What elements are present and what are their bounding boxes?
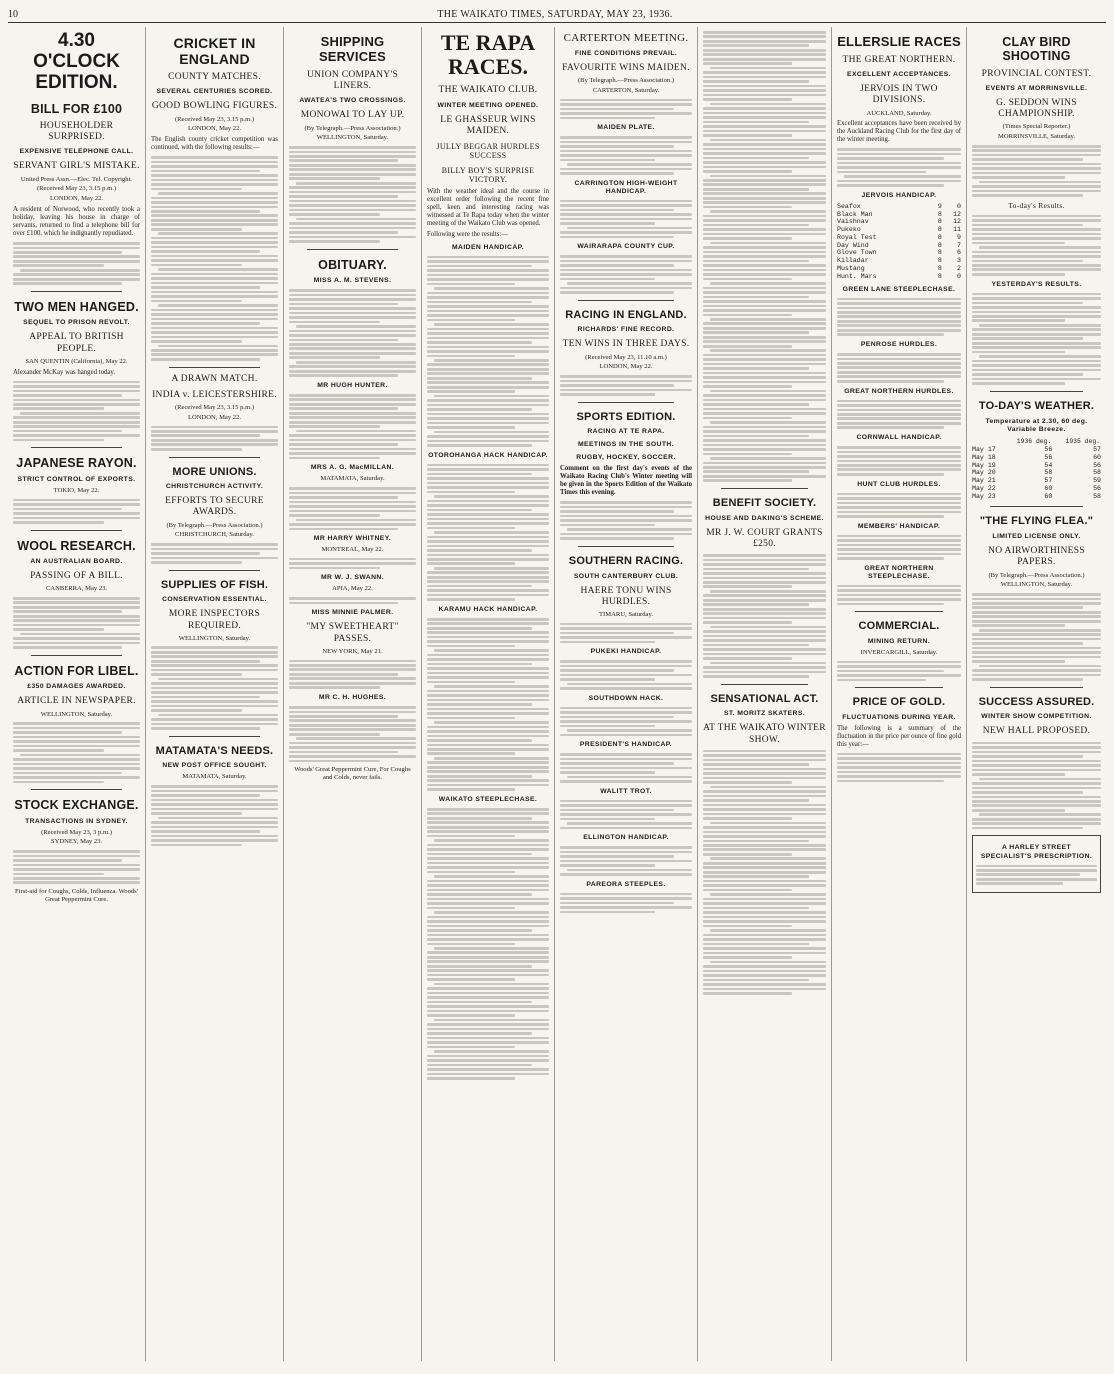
newspaper-page [8,6,1106,1362]
deck: APPEAL TO BRITISH PEOPLE. [29,332,124,354]
weather-cell: 58 [1093,469,1101,477]
dateline: WELLINGTON, Saturday. [178,634,251,642]
article-body [151,426,278,451]
deck: AN AUSTRALIAN BOARD. [30,558,123,565]
race-results [427,464,549,601]
deck: HAERE TONU WINS HURDLES. [580,585,672,607]
dateline: CANBERRA, May 23. [45,585,108,593]
deck: NEW HALL PROPOSED. [982,726,1091,737]
dateline: APIA, May 22. [332,585,373,593]
race-results [560,800,692,830]
dateline: SYDNEY, May 23. [50,838,103,846]
article-text: Comment on the first day's events of the Waikato Racing Club's Winter meeting will be given in the Sports Edition of the Waikato Times this evening. [560,465,692,497]
received: (Received May 23, 3.15 p.m.) [36,185,117,193]
article-body [703,31,826,482]
headline-rayon: JAPANESE RAYON. [16,456,137,471]
deck: LE GHASSEUR WINS MAIDEN. [440,114,536,136]
deck: RACING AT TE RAPA. [587,428,665,436]
acceptance-cell: Seafox [837,202,861,210]
acceptance-row [837,242,961,250]
headline-hanged: TWO MEN HANGED. [14,299,139,314]
headline-te-rapa: TE RAPA RACES. [440,30,536,80]
article-body [972,742,1101,830]
deck: FINE CONDITIONS PREVAIL. [574,49,678,57]
article-body [972,593,1101,681]
subhead: YESTERDAY'S RESULTS. [991,280,1082,288]
weather-cell: May 20 [972,469,996,477]
weather-cell: May 17 [972,446,996,454]
acceptance-row [837,257,961,265]
race-results [427,618,549,791]
article-body [289,146,416,243]
deck: RUGBY, HOCKEY, SOCCER. [576,454,676,462]
dateline: NEW YORK, May 21. [322,647,383,655]
acceptance-list [837,535,961,560]
weather-row [972,462,1101,470]
acceptance-cell: Royal Test [837,233,877,241]
weather-cell: May 23 [972,492,996,500]
weather-cell: 56 [1044,453,1053,461]
deck: SEQUEL TO PRISON REVOLT. [23,319,130,327]
article-body [289,660,416,690]
headline-libel: ACTION FOR LIBEL. [14,663,139,678]
dateline: AUCKLAND, Saturday. [866,109,932,117]
weather-col: 1936 deg. [1016,437,1052,445]
gold-table [837,753,961,783]
article-body [151,785,278,846]
article-body [289,706,416,762]
article-body [151,646,278,729]
acceptance-cell: 8 [937,233,942,241]
deck: JERVOIS IN TWO DIVISIONS. [860,84,938,106]
acceptance-cell: 8 [937,272,942,280]
subhead: To-day's Results. [1008,200,1065,210]
acceptance-cell: 3 [957,257,961,265]
acceptance-cell: Mustang [837,264,865,272]
deck: MINING RETURN. [867,637,931,645]
headline-cricket: CRICKET IN ENGLAND [173,35,256,68]
deck: MEETINGS IN THE SOUTH. [577,441,675,449]
deck: MONOWAI TO LAY UP. [300,110,405,121]
article-body [289,597,416,604]
article-body [560,501,692,539]
acceptance-cell: Day Wind [837,241,869,249]
acceptance-cell: 8 [937,218,942,226]
received: (Received May 23, 11.10 a.m.) [585,353,667,361]
article-body [560,375,692,396]
race-title: MAIDEN HANDICAP. [452,243,524,251]
race-results [560,660,692,690]
obituary-name: MISS MINNIE PALMER. [311,609,394,617]
weather-row [972,477,1101,485]
deck: ARTICLE IN NEWSPAPER. [17,696,136,707]
race-results [560,707,692,737]
weather-col [972,437,1004,447]
article-text: The following is a summary of the fluctuation in the price per ounce of fine gold this year:— [837,724,961,748]
deck: EFFORTS TO SECURE AWARDS. [165,496,264,518]
headline-southern-racing: SOUTHERN RACING. [568,554,684,567]
weather-cell: 60 [1044,492,1053,500]
deck: TEN WINS IN THREE DAYS. [562,339,690,350]
dateline: TOKIO, May 22. [53,486,100,494]
column-4 [422,27,555,1361]
acceptance-row [837,273,961,281]
credit: United Press Assn.—Elec. Tel. Copyright. [20,175,133,183]
dateline: TIMARU, Saturday. [599,610,653,618]
advert-line: Woods' Great Peppermint Cure, For Coughs and Colds, never fails. [294,766,411,782]
deck: SOUTH CANTERBURY CLUB. [573,572,679,580]
acceptance-cell: Pukeko [837,226,861,234]
race-title: KARAMU HACK HANDICAP. [438,605,538,613]
obituary-name: MR HUGH HUNTER. [317,381,388,389]
acceptance-cell: 9 [957,233,961,241]
race-title: GREEN LANE STEEPLECHASE. [842,285,956,293]
article-text: Alexander McKay was hanged today. [13,368,116,376]
headline-drawn: A DRAWN MATCH. [171,373,258,384]
weather-row [972,493,1101,501]
weather-cell: May 18 [972,453,996,461]
race-title: PENROSE HURDLES. [860,341,938,348]
race-results [560,136,692,174]
deck: STRICT CONTROL OF EXPORTS. [17,475,136,483]
deck: PASSING OF A BILL. [30,571,123,582]
headline-gold: PRICE OF GOLD. [852,696,946,709]
acceptance-cell: 8 [937,241,942,249]
weather-cell: 58 [1093,492,1101,500]
obituary-name: MR HARRY WHITNEY. [313,535,392,543]
acceptance-list [837,298,961,336]
acceptance-table [837,203,961,281]
weather-cell: 56 [1093,461,1101,469]
column-1 [8,27,146,1361]
article-body [560,623,692,644]
article-body [289,289,416,377]
acceptance-row [837,234,961,242]
weather-cell: May 21 [972,477,996,485]
dateline: LONDON, May 22. [187,125,242,133]
race-title: WALITT TROT. [600,787,652,795]
weather-cell: 60 [1093,453,1101,461]
dateline: WELLINGTON, Saturday. [40,710,113,718]
headline-ellerslie: ELLERSLIE RACES [837,34,961,49]
article-body [13,242,140,285]
weather-table [972,437,1101,501]
article-body [289,394,416,459]
column-6 [698,27,832,1361]
advert-line: First-aid for Coughs, Colds, Influenza. Woods' Great Peppermint Cure. [15,888,138,903]
deck: G. SEDDON WINS CHAMPIONSHIP. [996,97,1077,120]
acceptance-cell: 12 [953,218,961,226]
acceptance-cell: Killadar [837,257,869,265]
deck: TRANSACTIONS IN SYDNEY. [25,817,128,825]
weather-cell: May 22 [972,484,996,492]
weather-row [972,485,1101,493]
deck: COUNTY MATCHES. [168,72,261,83]
race-title: SOUTHDOWN HACK. [588,694,664,702]
headline-carterton: CARTERTON MEETING. [563,32,689,44]
acceptance-cell: 0 [957,272,961,280]
headline-obituary: OBITUARY. [318,257,387,272]
acceptance-cell: 8 [937,210,942,218]
race-title: PAREORA STEEPLES. [586,880,666,888]
headline-stock: STOCK EXCHANGE. [14,798,139,813]
dateline: LONDON, May 22. [599,363,653,371]
credit: (By Telegraph.—Press Association.) [988,571,1085,579]
weather-cell: 60 [1044,484,1053,492]
race-results [427,808,549,1080]
acceptance-row [837,218,961,226]
deck: MORE INSPECTORS REQUIRED. [168,609,261,631]
headline-success: SUCCESS ASSURED. [978,695,1095,708]
dateline: MORRINSVILLE, Saturday. [997,133,1076,141]
deck: NO AIRWORTHINESS PAPERS. [988,546,1085,568]
race-title: MAIDEN PLATE. [597,124,655,132]
race-title: MEMBERS' HANDICAP. [857,522,941,530]
headline-unions: MORE UNIONS. [172,465,257,478]
headline-commercial: COMMERCIAL. [858,620,940,633]
dateline: WELLINGTON, Saturday. [316,134,389,142]
obituary-name: MISS A. M. STEVENS. [313,277,392,285]
race-title: WAIKATO STEEPLECHASE. [438,795,538,803]
race-results [560,753,692,783]
deck: JULLY BEGGAR HURDLES SUCCESS [436,142,540,161]
weather-row [972,454,1101,462]
headline-wool: WOOL RESEARCH. [17,538,136,553]
article-body [972,145,1101,197]
article-body [837,148,961,186]
credit: (By Telegraph.—Press Association.) [166,521,263,529]
masthead [8,6,1106,23]
weather-cell: May 19 [972,461,996,469]
acceptance-row [837,249,961,257]
deck: UNION COMPANY'S LINERS. [306,69,399,92]
article-body [703,750,826,995]
acceptance-row [837,203,961,211]
acceptance-cell: 11 [953,226,961,234]
article-body [972,293,1101,385]
dateline: INVERCARGILL, Saturday. [860,648,938,656]
weather-cell: 56 [1093,484,1101,492]
deck: HOUSEHOLDER SURPRISED. [39,121,114,143]
acceptance-cell: 8 [937,249,942,257]
headline-sports-edition: SPORTS EDITION. [576,410,676,423]
acceptance-cell: 8 [937,264,942,272]
article-body [13,597,140,649]
article-text: The English county cricket competition was continued, with the following results:— [151,136,278,152]
acceptance-list [837,446,961,476]
weather-col: 1935 deg. [1065,437,1100,445]
race-title: OTOROHANGA HACK HANDICAP. [428,451,548,459]
dateline: LONDON, May 22. [187,413,242,421]
deck: AWATEA'S TWO CROSSINGS. [299,97,406,105]
acceptance-cell: 6 [957,249,961,257]
received: (Received May 23, 3.15 p.m.) [174,115,255,123]
article-body [13,381,140,442]
advert-heading: A HARLEY STREET SPECIALIST'S PRESCRIPTION. [980,844,1093,860]
column-3 [284,27,422,1361]
race-title: CORNWALL HANDICAP. [856,434,942,442]
received: (Received May 23, 3 p.m.) [41,828,112,836]
deck: NEW POST OFFICE SOUGHT. [162,762,267,770]
deck: SEVERAL CENTURIES SCORED. [156,88,273,96]
dateline: WELLINGTON, Saturday. [1000,581,1073,589]
race-results [427,256,549,447]
deck: WINTER MEETING OPENED. [437,101,539,109]
deck: INDIA v. LEICESTERSHIRE. [152,389,277,400]
column-8 [967,27,1106,1361]
article-body [837,661,961,682]
headline-matamata: MATAMATA'S NEEDS. [155,744,274,757]
deck: EXCELLENT ACCEPTANCES. [847,71,951,79]
received: (Received May 23, 3.15 p.m.) [174,403,255,411]
credit: (By Telegraph.—Press Association.) [577,77,675,85]
article-body [289,558,416,570]
weather-row [972,446,1101,454]
weather-row [972,469,1101,477]
article-body [703,554,826,678]
deck: SERVANT GIRL'S MISTAKE. [13,161,140,172]
column-5 [555,27,698,1361]
credit: (Times Special Reporter.) [1002,123,1071,131]
weather-cell: 54 [1044,461,1053,469]
acceptance-list [837,400,961,430]
race-results [560,846,692,876]
article-body [972,215,1101,276]
deck: GOOD BOWLING FIGURES. [151,101,278,112]
deck: CONSERVATION ESSENTIAL. [162,596,267,604]
dateline: CARTERTON, Saturday. [592,86,660,94]
race-title: GREAT NORTHERN STEEPLECHASE. [864,564,934,580]
race-title: JERVOIS HANDICAP. [861,191,937,199]
deck: FLUCTUATIONS DURING YEAR. [842,713,956,721]
page-number: 10 [8,8,18,20]
deck: RICHARDS' FINE RECORD. [577,326,675,334]
headline-racing-england: RACING IN ENGLAND. [565,308,687,321]
obituary-name: MR W. J. SWANN. [320,574,385,582]
acceptance-list [837,353,961,383]
weather-subhead: Temperature at 2.30, 60 deg. Variable Breeze. [985,417,1088,433]
headline-fish: SUPPLIES OF FISH. [160,578,269,591]
article-text: Following were the results:— [427,230,508,238]
weather-cell: 57 [1044,477,1053,485]
acceptance-cell: 8 [937,226,942,234]
deck: FAVOURITE WINS MAIDEN. [562,62,690,73]
advert-box [972,835,1101,893]
acceptance-cell: 7 [957,241,961,249]
headline-clay-bird: CLAY BIRD SHOOTING [1002,35,1071,64]
race-title: HUNT CLUB HURDLES. [857,480,941,488]
credit: (By Telegraph.—Press Association.) [304,124,401,132]
race-title: PUKEKI HANDICAP. [590,648,662,656]
deck: CHRISTCHURCH ACTIVITY. [165,483,264,491]
race-results [560,200,692,238]
dateline: SAN QUENTIN (California), May 22. [25,357,128,365]
deck: PROVINCIAL CONTEST. [981,68,1092,79]
race-title: ELLINGTON HANDICAP. [583,834,669,842]
race-title: GREAT NORTHERN HURDLES. [844,387,954,395]
headline-benefit: BENEFIT SOCIETY. [712,497,817,510]
acceptance-cell: 0 [957,202,961,210]
deck: "MY SWEETHEART" PASSES. [306,622,399,644]
deck: EXPENSIVE TELEPHONE CALL. [19,148,134,156]
paper-title: THE WAIKATO TIMES, SATURDAY, MAY 23, 1936. [437,8,673,20]
edition-headline: 4.30 O'CLOCK EDITION. [33,30,120,93]
article-body [13,722,140,783]
weather-cell: 58 [1044,469,1053,477]
acceptance-cell: 12 [953,210,961,218]
acceptance-cell: 2 [957,264,961,272]
headline-shipping: SHIPPING SERVICES [318,34,387,64]
weather-cell: 59 [1093,477,1101,485]
acceptance-cell: Hunt. Mars [837,272,877,280]
acceptance-cell: Vaishnav [837,218,869,226]
weather-cell: 56 [1044,446,1053,454]
article-text: Excellent acceptances have been received by the Auckland Racing Club for the first day of the winter meeting. [837,120,961,144]
race-results [560,893,692,914]
race-title: CARRINGTON HIGH-WEIGHT HANDICAP. [574,179,678,195]
dateline: CHRISTCHURCH, Saturday. [175,531,254,539]
deck: £350 DAMAGES AWARDED. [27,683,126,691]
article-body [151,156,278,360]
acceptance-cell: 9 [937,202,942,210]
acceptance-list [837,493,961,518]
race-results [560,255,692,293]
article-text: A resident of Norwood, who recently took a holiday, leaving his house in charge of servants, returned to find a telephone bill for over £100, which he indignantly repudiated. [13,205,140,238]
acceptance-row [837,226,961,234]
article-body [151,543,278,564]
headline-sensational: SENSATIONAL ACT. [710,692,819,705]
article-body [560,99,692,120]
column-2 [146,27,284,1361]
deck: THE WAIKATO CLUB. [438,85,538,96]
article-text: With the weather ideal and the course in excellent order following the recent fine spell, keen and interesting racing was witnessed at Te Rapa today when the winter meeting of the Waikato Club was opened. [427,187,549,227]
dateline: MONTREAL, May 22. [321,546,384,554]
acceptance-cell: Glove Town [837,249,877,257]
obituary-name: MRS A. G. MacMILLAN. [310,464,395,472]
deck: LIMITED LICENSE ONLY. [992,533,1081,541]
deck: THE GREAT NORTHERN. [842,54,956,65]
deck: EVENTS AT MORRINSVILLE. [985,84,1088,92]
headline-bill: BILL FOR £100 [30,101,123,116]
acceptance-row [837,265,961,273]
acceptance-cell: 8 [937,257,942,265]
dateline: MATAMATA, Saturday. [182,773,247,781]
acceptance-row [837,211,961,219]
headline-weather: TO-DAY'S WEATHER. [978,399,1095,412]
article-body [289,487,416,530]
headline-flying-flea: "THE FLYING FLEA." [979,515,1094,528]
article-body [13,850,140,884]
acceptance-cell: Black Man [837,210,873,218]
deck: BILLY BOY'S SURPRISE VICTORY. [441,165,535,185]
deck: WINTER SHOW COMPETITION. [981,713,1092,721]
acceptance-list [837,585,961,606]
obituary-name: MR C. H. HUGHES. [318,694,387,701]
article-body [13,499,140,524]
deck: MR J. W. COURT GRANTS £250. [706,527,823,549]
deck: HOUSE AND DAKING'S SCHEME. [705,514,824,522]
race-title: PRESIDENT'S HANDICAP. [579,741,673,749]
column-7 [832,27,967,1361]
weather-cell: 57 [1093,446,1101,454]
dateline: LONDON, May 22. [49,195,104,203]
dateline: MATAMATA, Saturday. [320,475,385,483]
deck: AT THE WAIKATO WINTER SHOW. [703,723,826,745]
race-title: WAIRARAPA COUNTY CUP. [577,243,675,251]
deck: ST. MORITZ SKATERS. [723,710,806,718]
